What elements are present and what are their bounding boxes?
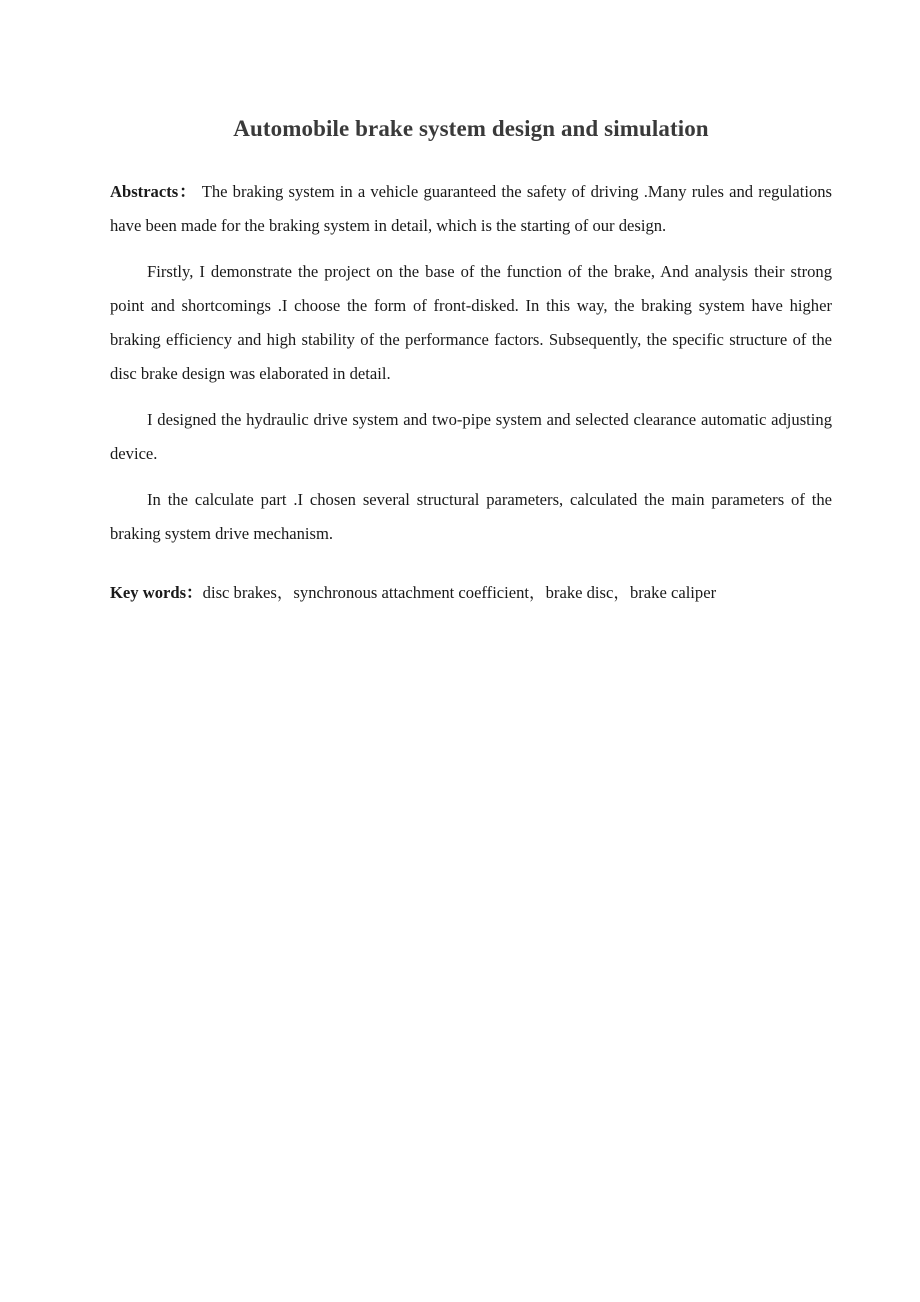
document-title: Automobile brake system design and simulation — [233, 116, 709, 141]
keywords-text: disc brakes，synchronous attachment coefficient，brake disc，brake caliper — [202, 583, 717, 602]
abstract-section — [110, 175, 832, 551]
abstract-label: Abstracts： — [110, 182, 197, 201]
abstract-paragraph-2: Firstly, I demonstrate the project on the base of the function of the brake, And analysis their strong point and shortcomings .I choose the form of front-disked. In this way, the braking system have higher braking efficiency and high stability of the performance factors. Subsequently, the specific structure of the disc brake design was elaborated in detail. — [110, 262, 832, 383]
abstract-paragraph-3: I designed the hydraulic drive system and two-pipe system and selected clearance automatic adjusting device. — [110, 410, 832, 463]
abstract-paragraph-4: In the calculate part .I chosen several structural parameters, calculated the main parameters of the braking system drive mechanism. — [110, 490, 832, 543]
keywords-line — [110, 576, 832, 610]
keywords-label: Key words： — [110, 583, 203, 602]
abstract-paragraph-1-text: The braking system in a vehicle guaranteed the safety of driving .Many rules and regulations have been made for the braking system in detail, which is the starting of our design. — [110, 182, 832, 235]
abstract-paragraph-1 — [110, 175, 832, 243]
